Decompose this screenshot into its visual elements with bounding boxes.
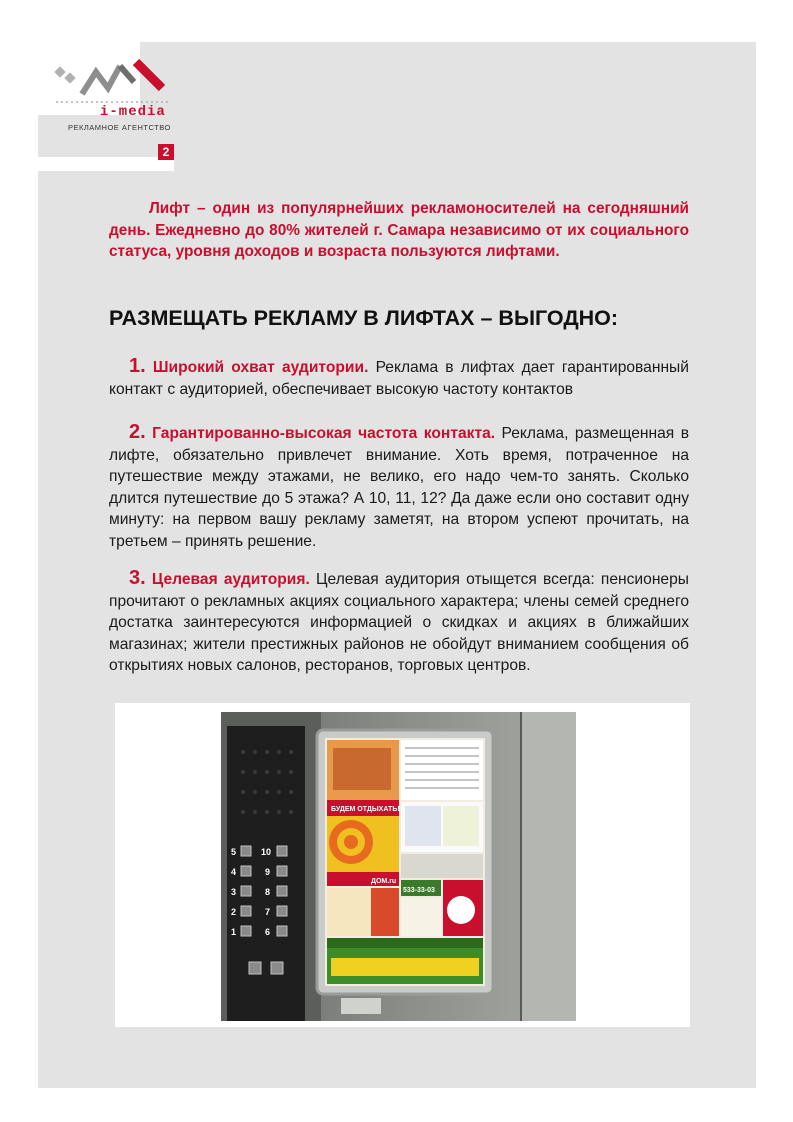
button-label: 10 — [261, 847, 272, 857]
button-label: 8 — [265, 887, 271, 897]
point-lead: Гарантированно-высокая частота контакта. — [152, 425, 496, 442]
button-label: 7 — [265, 907, 271, 917]
poster-text: 533-33-03 — [403, 887, 435, 894]
poster-text: ДОМ.ru — [371, 878, 397, 885]
point-lead: Целевая аудитория. — [151, 571, 310, 588]
button-label: 5 — [231, 847, 237, 857]
brand-name: i-media — [100, 104, 166, 120]
logo-strip — [38, 157, 174, 171]
button-label: 4 — [231, 867, 237, 877]
point-number: 3. — [129, 567, 146, 589]
i-media-logo-icon — [52, 58, 172, 108]
point-3 — [109, 568, 689, 677]
photo-frame — [115, 703, 690, 1027]
button-label: 2 — [231, 907, 237, 917]
button-label: 1 — [231, 927, 237, 937]
point-text: Реклама в лифтах дает гарантированный контакт с аудиторией, обеспечивает высокую частоту контактов — [109, 359, 689, 398]
elevator-photo — [221, 712, 576, 1021]
point-lead: Широкий охват аудитории. — [152, 359, 369, 376]
button-label: 6 — [265, 927, 271, 937]
page-number: 2 — [158, 144, 174, 160]
point-text: Реклама, размещенная в лифте, обязательно привлечет внимание. Хоть время, потраченное на путешествие между этажами, не велико, его надо чем-то занять. Сколько длится путешествие до 5 этажа? А 10, 11, 12? Да даже если оно составит одну минуту: на первом вашу рекламу заметят, на втором успеют прочитать, на третьем – принять решение. — [109, 425, 689, 550]
button-label: 9 — [265, 867, 271, 877]
point-text: Целевая аудитория отыщется всегда: пенсионеры прочитают о рекламных акциях социального характера; члены семей среднего достатка заинтересуются информацией о скидках и акциях в ближайших магазинах; жители престижных районов не обойдут вниманием сообщения об открытиях новых салонов, ресторанов, торговых центров. — [109, 571, 689, 674]
section-heading: РАЗМЕЩАТЬ РЕКЛАМУ В ЛИФТАХ – ВЫГОДНО: — [109, 306, 619, 330]
point-number: 1. — [129, 355, 146, 377]
point-1 — [109, 356, 689, 400]
brand-tagline: РЕКЛАМНОЕ АГЕНТСТВО — [68, 123, 171, 132]
button-label: 3 — [231, 887, 237, 897]
poster-text: БУДЕМ ОТДЫХАТЬ! — [331, 806, 400, 813]
point-number: 2. — [129, 421, 146, 443]
intro-paragraph: Лифт – один из популярнейших рекламоносителей на сегодняшний день. Ежедневно до 80% жителей г. Самара независимо от их социального статуса, уровня доходов и возраста пользуются лифтами. — [109, 200, 689, 260]
point-2 — [109, 422, 689, 552]
